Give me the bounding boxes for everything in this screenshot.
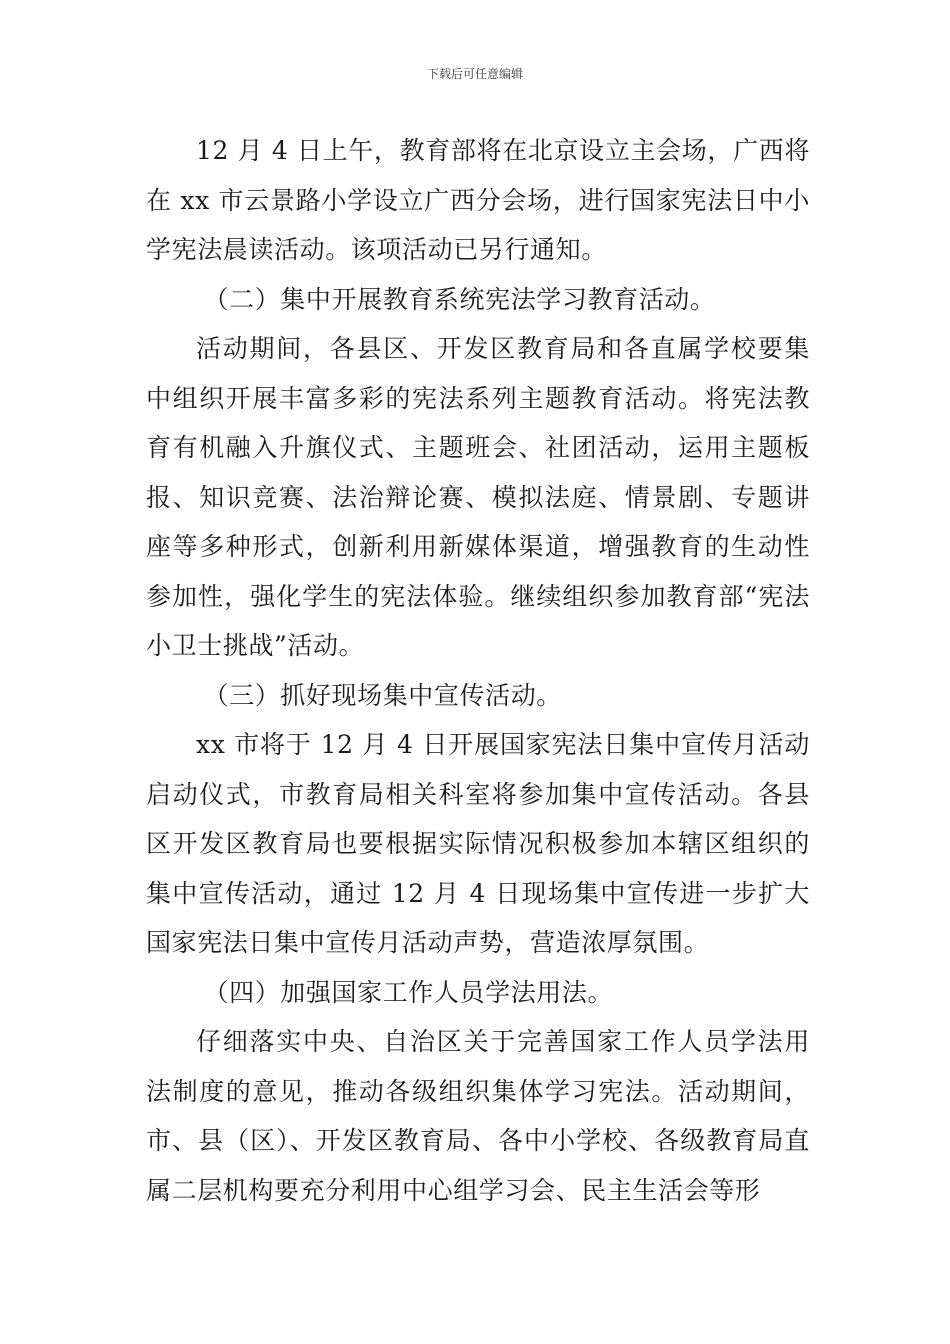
section-heading-3: （三）抓好现场集中宣传活动。: [203, 680, 562, 710]
section-heading-4: （四）加强国家工作人员学法用法。: [203, 977, 614, 1007]
page-header-note: 下载后可任意编辑: [426, 67, 523, 81]
document-body: [146, 126, 810, 1215]
paragraph-morning-reading: 12 月 4 日上午，教育部将在北京设立主会场，广西将在 xx 市云景路小学设立广西分会场，进行国家宪法日中小学宪法晨读活动。该项活动已另行通知。: [146, 136, 810, 264]
paragraph-onsite-publicity: xx 市将于 12 月 4 日开展国家宪法日集中宣传月活动启动仪式，市教育局相关科室将参加集中宣传活动。各县区开发区教育局也要根据实际情况积极参加本辖区组织的集中宣传活动，通过 12 月 4 日现场集中宣传进一步扩大国家宪法日集中宣传月活动声势，营造浓厚氛围。: [146, 730, 810, 957]
paragraph-education-activities: 活动期间，各县区、开发区教育局和各直属学校要集中组织开展丰富多彩的宪法系列主题教育活动。将宪法教育有机融入升旗仪式、主题班会、社团活动，运用主题板报、知识竞赛、法治辩论赛、模拟法庭、情景剧、专题讲座等多种形式，创新利用新媒体渠道，增强教育的生动性参加性，强化学生的宪法体验。继续组织参加教育部“宪法小卫士挑战”活动。: [146, 334, 810, 660]
section-heading-2: （二）集中开展教育系统宪法学习教育活动。: [203, 284, 716, 314]
paragraph-staff-law-study: 仔细落实中央、自治区关于完善国家工作人员学法用法制度的意见，推动各级组织集体学习宪法。活动期间，市、县（区）、开发区教育局、各中小学校、各级教育局直属二层机构要充分利用中心组学习会、民主生活会等形: [146, 1027, 810, 1205]
